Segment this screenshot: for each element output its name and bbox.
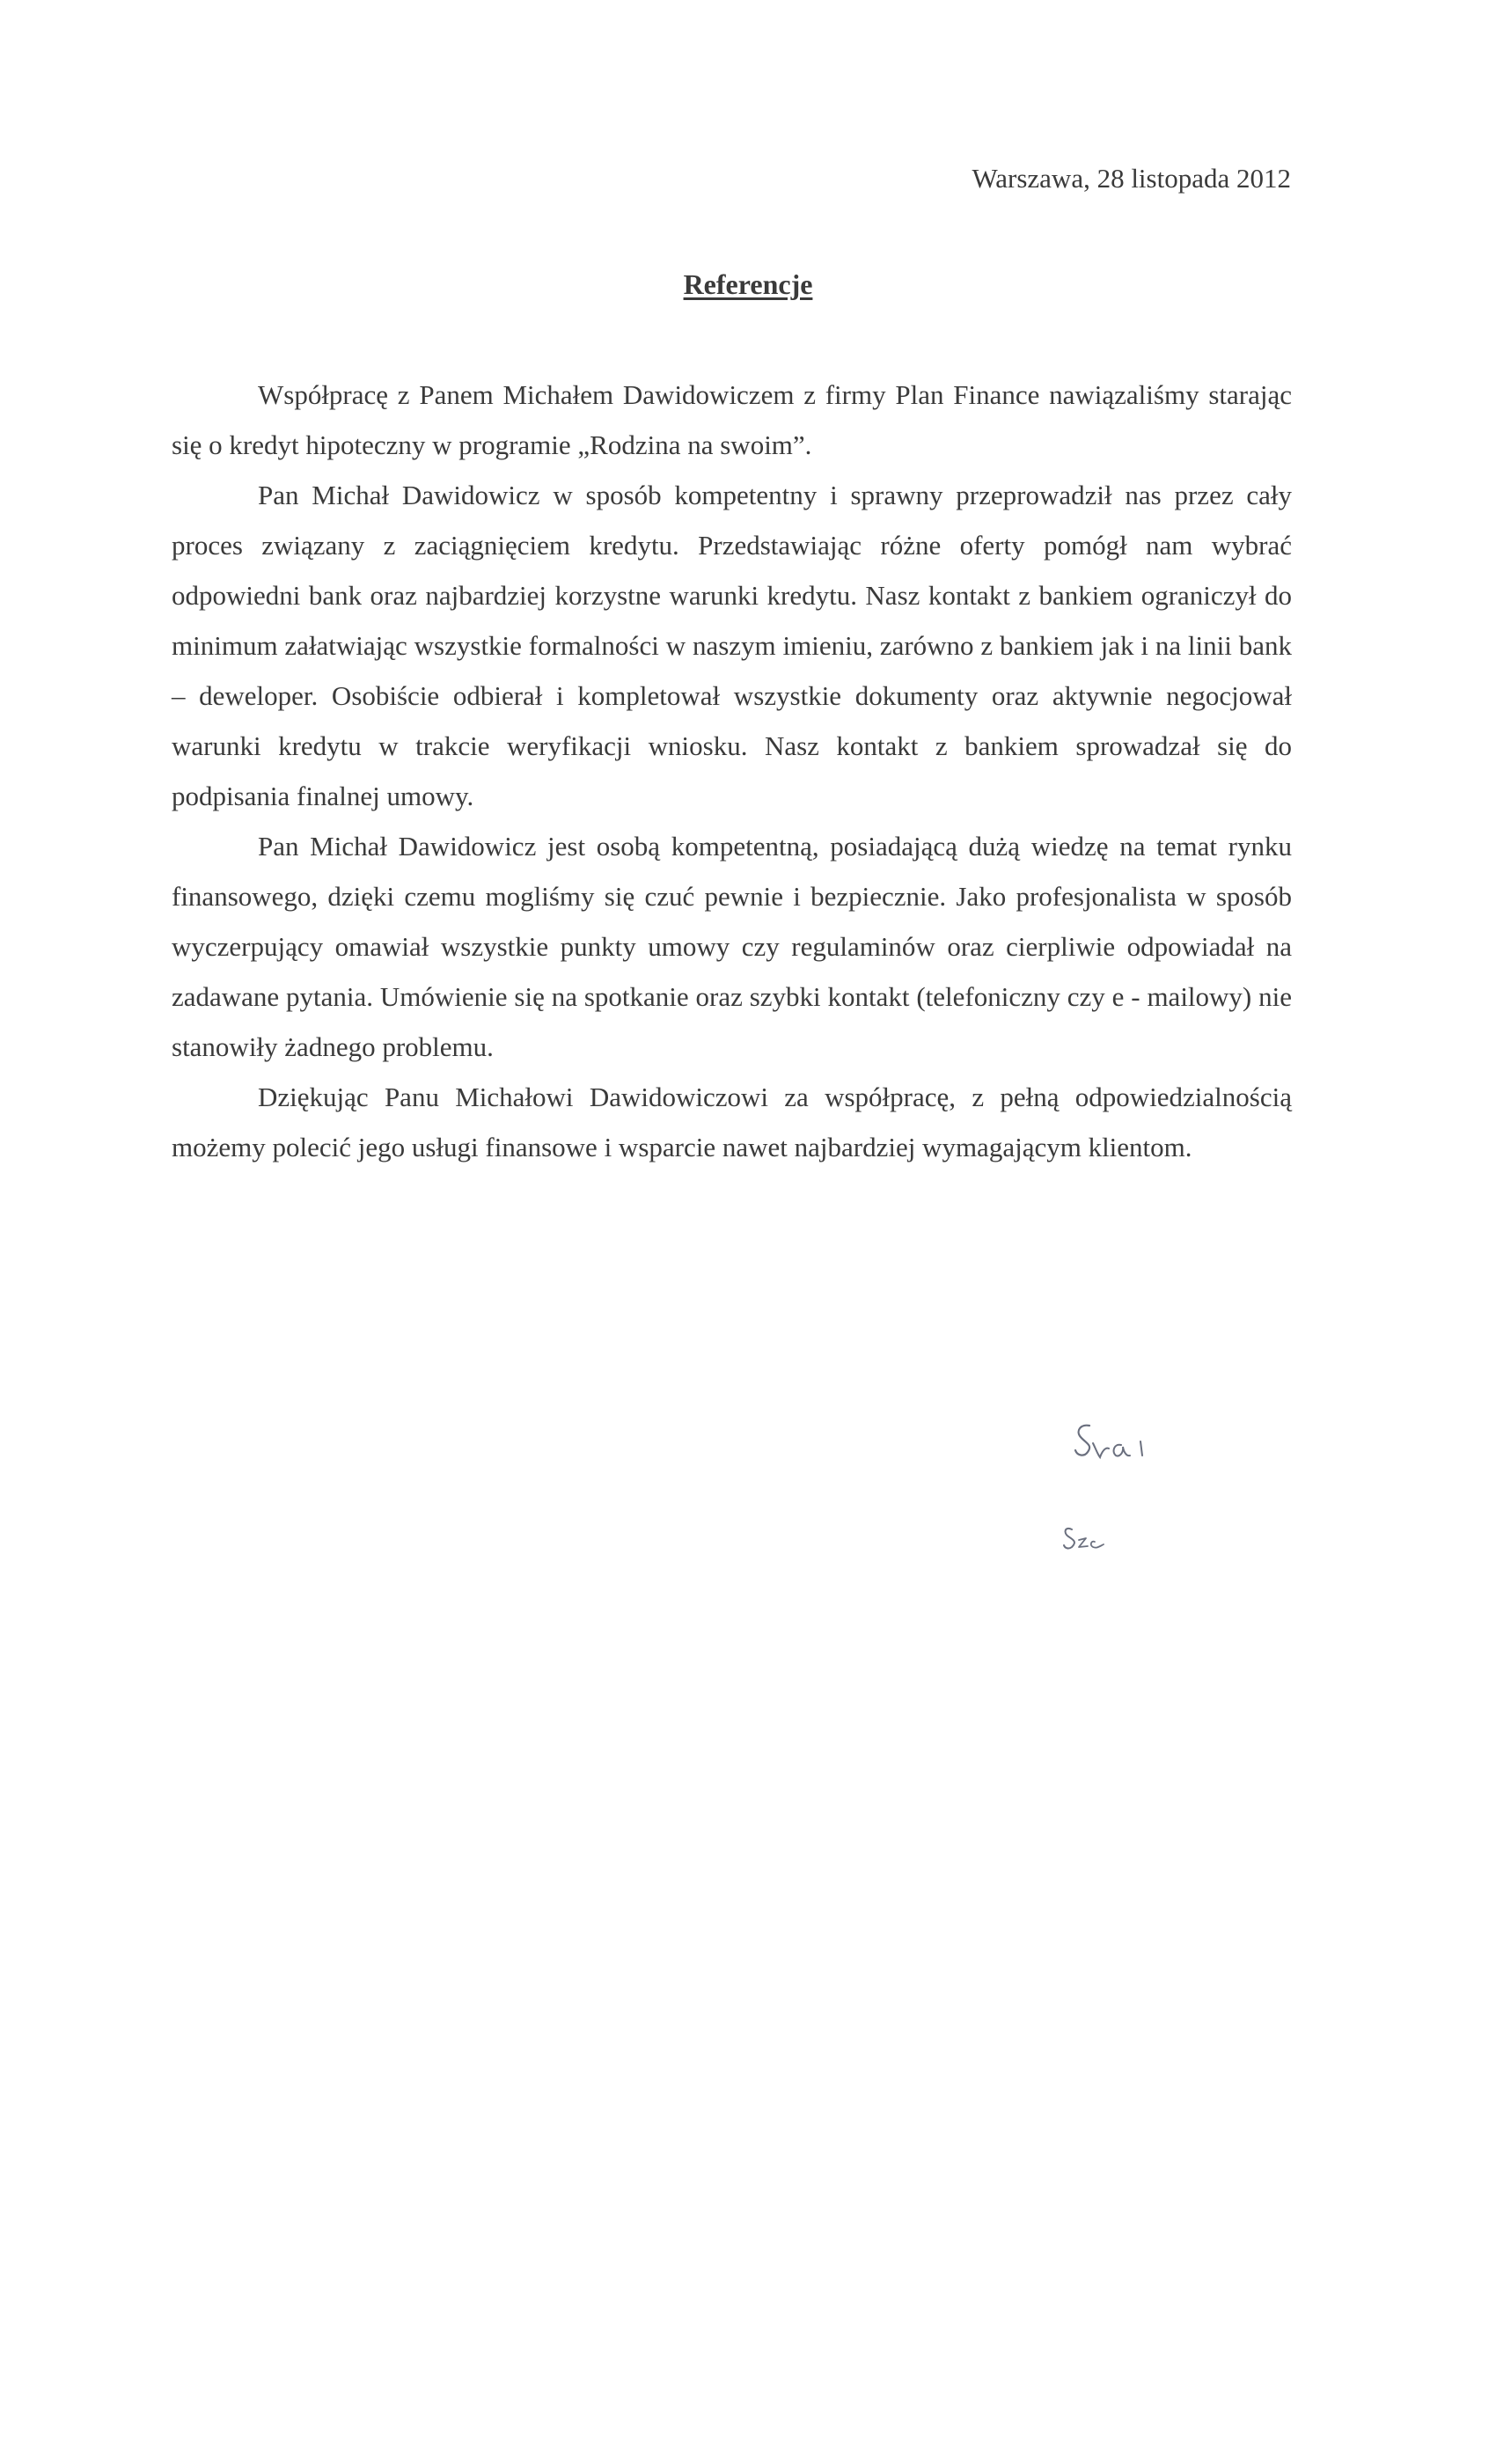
letter-body	[172, 370, 1292, 1172]
signature-strokes	[1056, 1408, 1232, 1584]
paragraph-1: Współpracę z Panem Michałem Dawidowiczem z firmy Plan Finance nawiązaliśmy starając się o kredyt hipoteczny w programie „Rodzina na swoim”.	[172, 379, 1292, 460]
paragraph-3: Pan Michał Dawidowicz jest osobą kompetentną, posiadającą dużą wiedzę na temat rynku finansowego, dzięki czemu mogliśmy się czuć pewnie i bezpiecznie. Jako profesjonalista w sposób wyczerpujący omawiał wszystkie punkty umowy czy regulaminów oraz cierpliwie odpowiadał na zadawane pytania. Umówienie się na spotkanie oraz szybki kontakt (telefoniczny czy e - mailowy) nie stanowiły żadnego problemu.	[172, 831, 1292, 1062]
document-title: Referencje	[683, 268, 813, 300]
handwritten-signature-icon	[1056, 1408, 1232, 1584]
paragraph-4: Dziękując Panu Michałowi Dawidowiczowi za współpracę, z pełną odpowiedzialnością możemy polecić jego usługi finansowe i wsparcie nawet najbardziej wymagającym klientom.	[172, 1082, 1292, 1162]
paragraph-2: Pan Michał Dawidowicz w sposób kompetentny i sprawny przeprowadził nas przez cały proces związany z zaciągnięciem kredytu. Przedstawiając różne oferty pomógł nam wybrać odpowiedni bank oraz najbardziej korzystne warunki kredytu. Nasz kontakt z bankiem ograniczył do minimum załatwiając wszystkie formalności w naszym imieniu, zarówno z bankiem jak i na linii bank – deweloper. Osobiście odbierał i kompletował wszystkie dokumenty oraz aktywnie negocjował warunki kredytu w trakcie weryfikacji wniosku. Nasz kontakt z bankiem sprowadzał się do podpisania finalnej umowy.	[172, 480, 1292, 811]
date-line: Warszawa, 28 listopada 2012	[972, 163, 1291, 194]
